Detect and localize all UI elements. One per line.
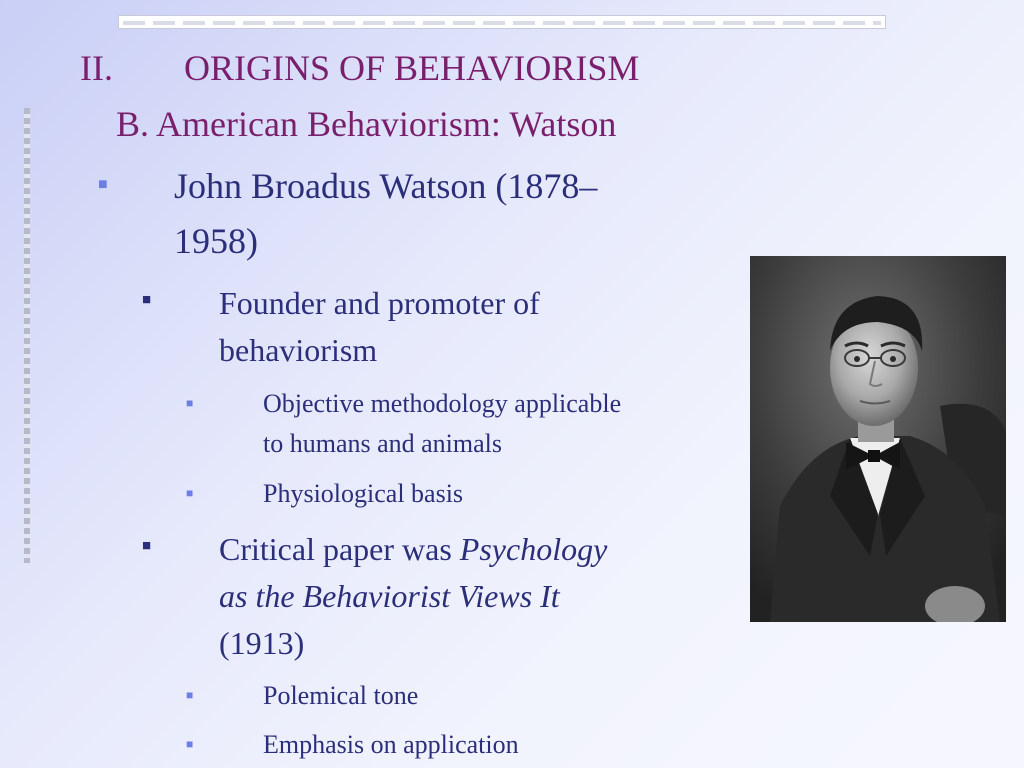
- bullet-objective-line2: to humans and animals: [263, 429, 503, 458]
- square-bullet-icon: ■: [186, 396, 194, 410]
- bullet-watson-line1: John Broadus Watson (1878–: [174, 166, 598, 206]
- square-bullet-icon: ■: [186, 486, 194, 500]
- header-decoration-band: [118, 15, 886, 29]
- square-bullet-icon: ■: [142, 292, 152, 308]
- title-text: ORIGINS OF BEHAVIORISM: [184, 48, 640, 88]
- bullet-physiological-text: Physiological basis: [263, 479, 464, 508]
- paper-title-part1: Psychology: [459, 531, 608, 567]
- bullet-polemical-text: Polemical tone: [263, 681, 419, 710]
- square-bullet-icon: ■: [186, 737, 194, 751]
- bullet-watson-line2: 1958): [174, 221, 258, 261]
- square-bullet-icon: ■: [98, 176, 108, 193]
- portrait-illustration: [750, 256, 1006, 622]
- square-bullet-icon: ■: [142, 538, 152, 554]
- bullet-founder-line1: Founder and promoter of: [219, 285, 540, 321]
- square-bullet-icon: ■: [186, 688, 194, 702]
- bullet-critical-line1: [219, 526, 607, 573]
- slide-title: [80, 48, 639, 88]
- slide-subtitle: B. American Behaviorism: Watson: [116, 104, 617, 144]
- title-number: II.: [80, 48, 113, 88]
- side-decoration-line: [24, 108, 30, 563]
- watson-portrait-photo: [750, 256, 1006, 622]
- bullet-objective-line1: Objective methodology applicable: [263, 389, 622, 418]
- paper-title-part2: as the Behaviorist Views It: [219, 578, 560, 614]
- bullet-critical-line3: (1913): [219, 625, 305, 661]
- bullet-emphasis-text: Emphasis on application: [263, 730, 519, 759]
- critical-paper-prefix: Critical paper was: [219, 531, 460, 567]
- bullet-critical-line2: [219, 573, 560, 620]
- header-decoration-lines: [123, 21, 881, 25]
- bullet-founder-line2: behaviorism: [219, 332, 378, 368]
